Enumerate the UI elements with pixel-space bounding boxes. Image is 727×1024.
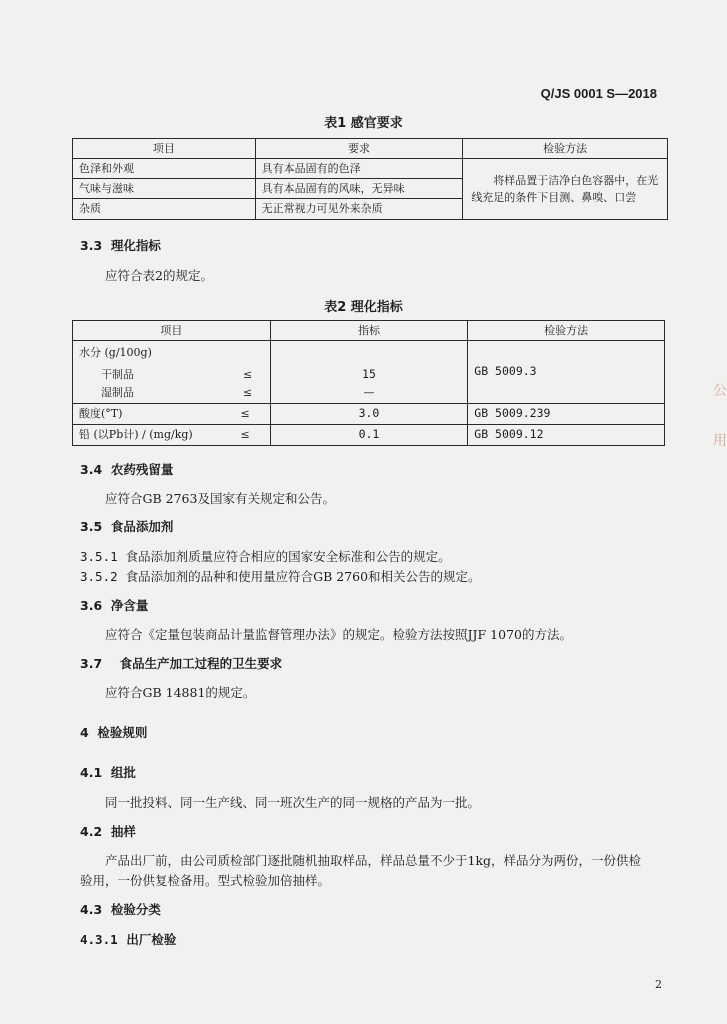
- section-4-2-text-line2: 验用，一份供复检备用。型式检验加倍抽样。: [80, 873, 331, 888]
- section-4-3-heading: [80, 900, 161, 918]
- section-4-2-text-line1: 产品出厂前，由公司质检部门逐批随机抽取样品，样品总量不少于1kg，样品分为两份，一份供检: [105, 853, 642, 868]
- section-3-5-heading: [80, 517, 173, 535]
- table1-header-method: 检验方法: [463, 139, 668, 159]
- section-4-heading: [80, 723, 147, 741]
- clause-3-5-2: [80, 567, 481, 585]
- dry-product-label: 干制品: [101, 368, 134, 381]
- section-number: 4.1: [80, 765, 103, 780]
- section-number: 4.2: [80, 824, 103, 839]
- section-number: 3.4: [80, 462, 103, 477]
- document-id: Q/JS 0001 S—2018: [540, 86, 657, 101]
- dry-product-operator: ≤: [243, 368, 253, 381]
- section-4-3-1-heading: [80, 930, 176, 948]
- section-4-1-text: 同一批投料、同一生产线、同一班次生产的同一规格的产品为一批。: [105, 795, 481, 810]
- table2-header-item: 项目: [73, 321, 271, 341]
- acidity-item-cell: [73, 404, 271, 425]
- section-title: 检验分类: [110, 902, 161, 917]
- section-number: 3.5: [80, 519, 103, 534]
- physicochemical-table: [72, 320, 665, 446]
- page-number: 2: [655, 978, 662, 991]
- table1-header-req: 要求: [255, 139, 463, 159]
- section-4-2-heading: [80, 822, 136, 840]
- clause-number: 3.5.2: [80, 569, 118, 584]
- section-4-1-heading: [80, 763, 136, 781]
- acidity-operator: ≤: [240, 407, 250, 421]
- wet-product-value: —: [363, 386, 375, 399]
- sensory-table: [72, 138, 668, 220]
- clause-text: 食品添加剂的品种和使用量应符合GB 2760和相关公告的规定。: [125, 569, 481, 584]
- table1-method: 将样品置于洁净白色容器中，在光线充足的条件下目测、鼻嗅、口尝: [463, 159, 668, 220]
- section-title: 净含量: [110, 598, 149, 613]
- section-3-7-text: 应符合GB 14881的规定。: [105, 685, 256, 700]
- section-title: 食品生产加工过程的卫生要求: [119, 656, 283, 671]
- acidity-method: GB 5009.239: [468, 404, 665, 425]
- table2-header-method: 检验方法: [468, 321, 665, 341]
- moisture-method: GB 5009.3: [468, 341, 665, 404]
- section-title: 出厂检验: [126, 932, 177, 947]
- section-3-6-heading: [80, 596, 148, 614]
- section-3-3-heading: [80, 236, 161, 254]
- section-title: 抽样: [110, 824, 136, 839]
- acidity-label: 酸度(°T): [79, 407, 123, 421]
- section-title: 理化指标: [110, 238, 161, 253]
- section-number: 4: [80, 725, 89, 740]
- section-3-7-heading: [80, 654, 282, 672]
- wet-product-label: 湿制品: [101, 386, 134, 399]
- moisture-value-cell: [270, 341, 468, 404]
- section-3-4-heading: [80, 460, 173, 478]
- wet-product-operator: ≤: [243, 386, 253, 399]
- section-3-4-text: 应符合GB 2763及国家有关规定和公告。: [105, 491, 335, 506]
- section-title: 检验规则: [97, 725, 148, 740]
- section-number: 4.3.1: [80, 932, 118, 947]
- table1-row-req: 无正常视力可见外来杂质: [255, 199, 463, 220]
- section-number: 3.6: [80, 598, 103, 613]
- clause-text: 食品添加剂质量应符合相应的国家安全标准和公告的规定。: [125, 549, 451, 564]
- lead-item-cell: [73, 425, 271, 446]
- table2-header-indicator: 指标: [270, 321, 468, 341]
- section-number: 3.3: [80, 238, 103, 253]
- table1-caption: 表1 感官要求: [324, 116, 403, 131]
- table1-row-item: 气味与滋味: [73, 179, 256, 199]
- table1-row-item: 杂质: [73, 199, 256, 220]
- lead-operator: ≤: [240, 428, 250, 442]
- lead-method: GB 5009.12: [468, 425, 665, 446]
- clause-3-5-1: [80, 547, 451, 565]
- stamp-char: 公: [713, 383, 727, 399]
- seal-stamp-fragment: [713, 380, 727, 490]
- moisture-label: 水分 (g/100g): [79, 346, 152, 359]
- section-title: 农药残留量: [110, 462, 174, 477]
- dry-product-value: 15: [362, 367, 376, 381]
- acidity-value: 3.0: [270, 404, 468, 425]
- table2-caption: 表2 理化指标: [324, 300, 403, 315]
- section-3-6-text: 应符合《定量包装商品计量监督管理办法》的规定。检验方法按照JJF 1070的方法。: [105, 627, 572, 642]
- section-3-3-text: 应符合表2的规定。: [105, 268, 213, 283]
- table1-row-req: 具有本品固有的色泽: [255, 159, 463, 179]
- section-number: 4.3: [80, 902, 103, 917]
- clause-number: 3.5.1: [80, 549, 118, 564]
- stamp-char: 用: [713, 433, 727, 449]
- table1-row-item: 色泽和外观: [73, 159, 256, 179]
- section-title: 组批: [110, 765, 136, 780]
- table1-header-item: 项目: [73, 139, 256, 159]
- section-number: 3.7: [80, 656, 103, 671]
- lead-value: 0.1: [270, 425, 468, 446]
- table1-row-req: 具有本品固有的风味，无异味: [255, 179, 463, 199]
- lead-label: 铅 (以Pb计) / (mg/kg): [79, 428, 193, 442]
- section-title: 食品添加剂: [110, 519, 174, 534]
- moisture-item-cell: [73, 341, 271, 404]
